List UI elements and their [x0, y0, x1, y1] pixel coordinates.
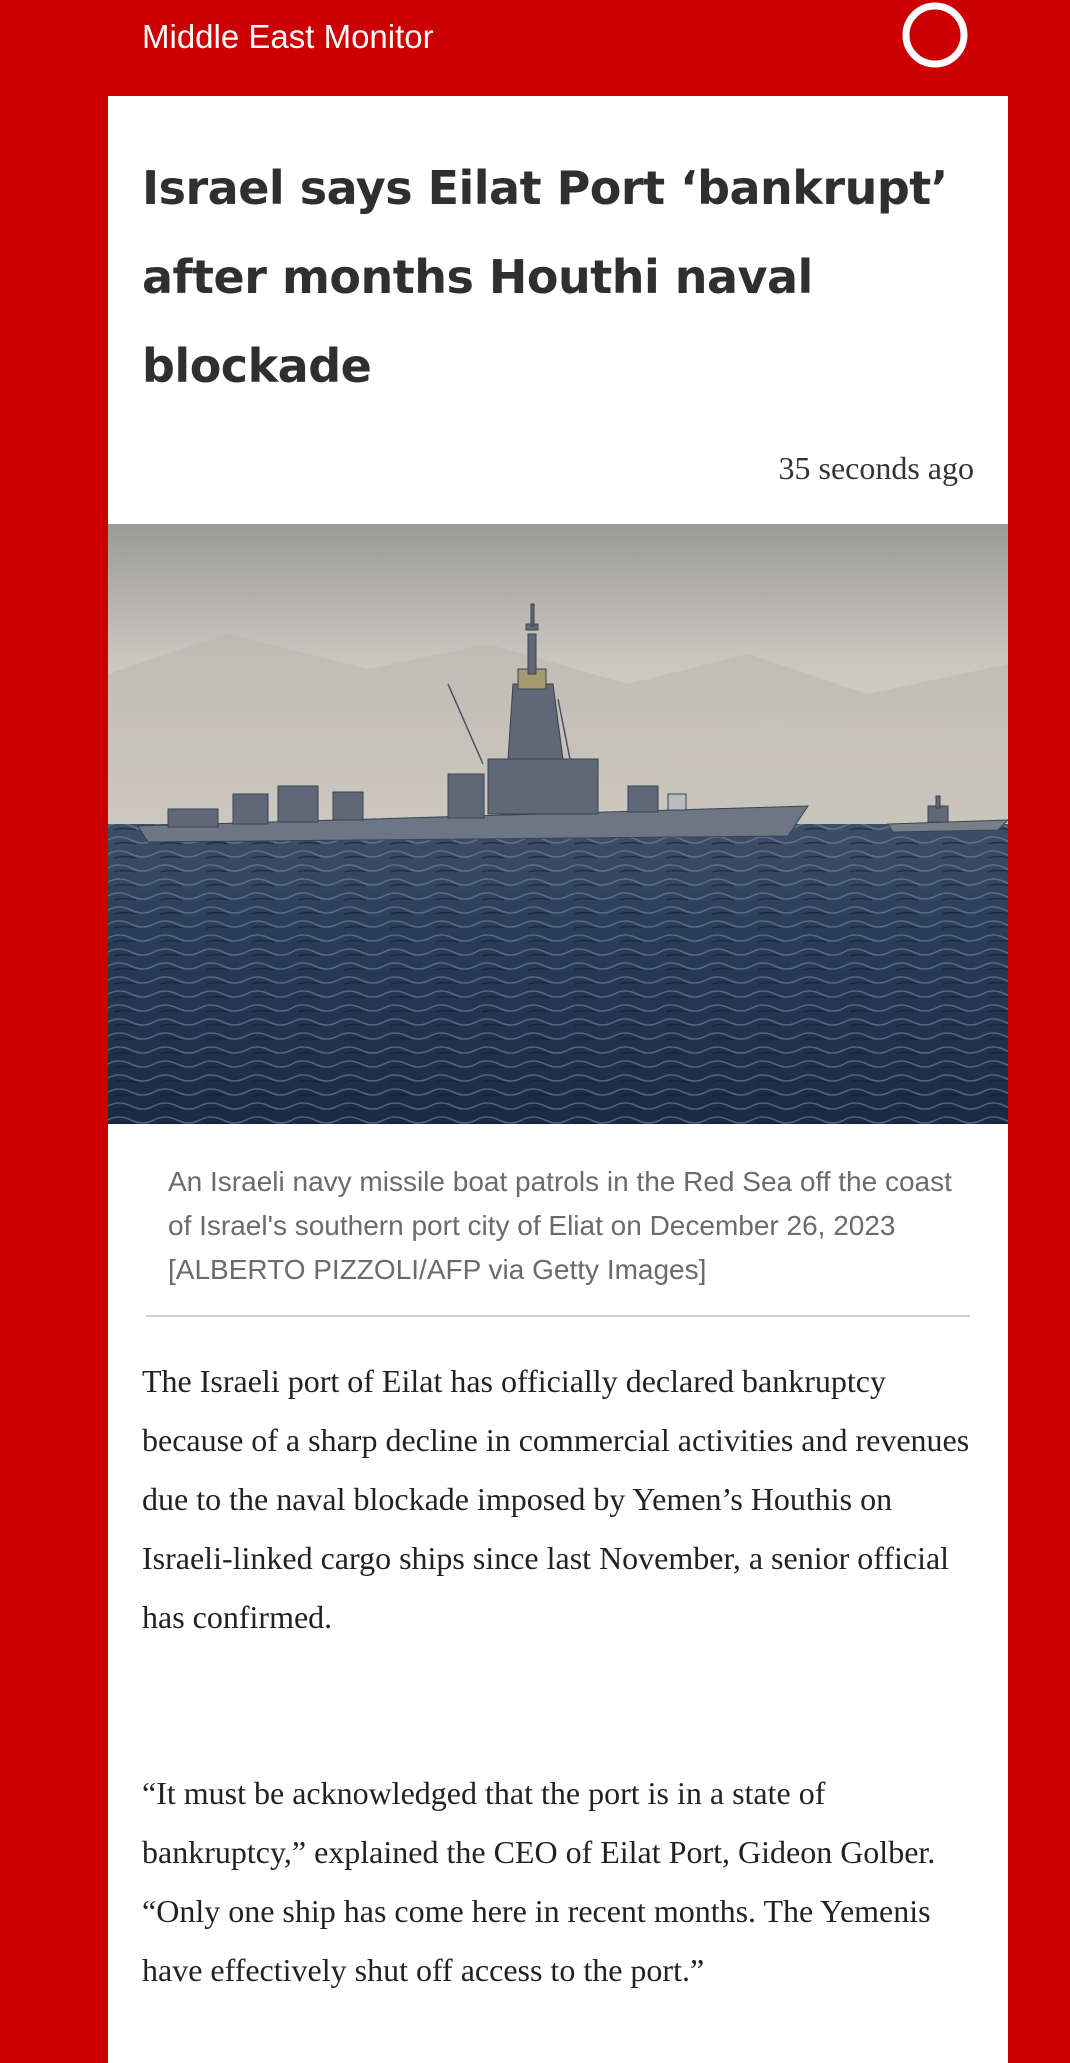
- top-bar: [0, 0, 1070, 96]
- article-paragraph: The Israeli port of Eilat has officially declared bankruptcy because of a sharp decline in commercial activities and revenues due to the naval blockade imposed by Yemen’s Houthis on Israeli-linked cargo ships since last November, a senior official has confirmed.: [142, 1363, 970, 1635]
- caption-divider: [146, 1315, 970, 1317]
- article-timestamp: 35 seconds ago: [778, 450, 974, 486]
- article-paragraph: “It must be acknowledged that the port is in a state of bankruptcy,” explained the CEO of Eilat Port, Gideon Golber. “Only one ship has come here in recent months. The Yemenis have effectively shut off access to the port.”: [142, 1775, 936, 1988]
- loading-ring-icon: [900, 0, 970, 70]
- article-photo: [108, 524, 1008, 1124]
- article-headline: Israel says Eilat Port ‘bankrupt’ after months Houthi naval blockade: [142, 161, 948, 393]
- site-name[interactable]: Middle East Monitor: [142, 18, 434, 55]
- image-caption: An Israeli navy missile boat patrols in the Red Sea off the coast of Israel's southern port city of Eliat on December 26, 2023 [ALBERTO PIZZOLI/AFP via Getty Images]: [168, 1166, 952, 1285]
- article-card: [108, 96, 1008, 2063]
